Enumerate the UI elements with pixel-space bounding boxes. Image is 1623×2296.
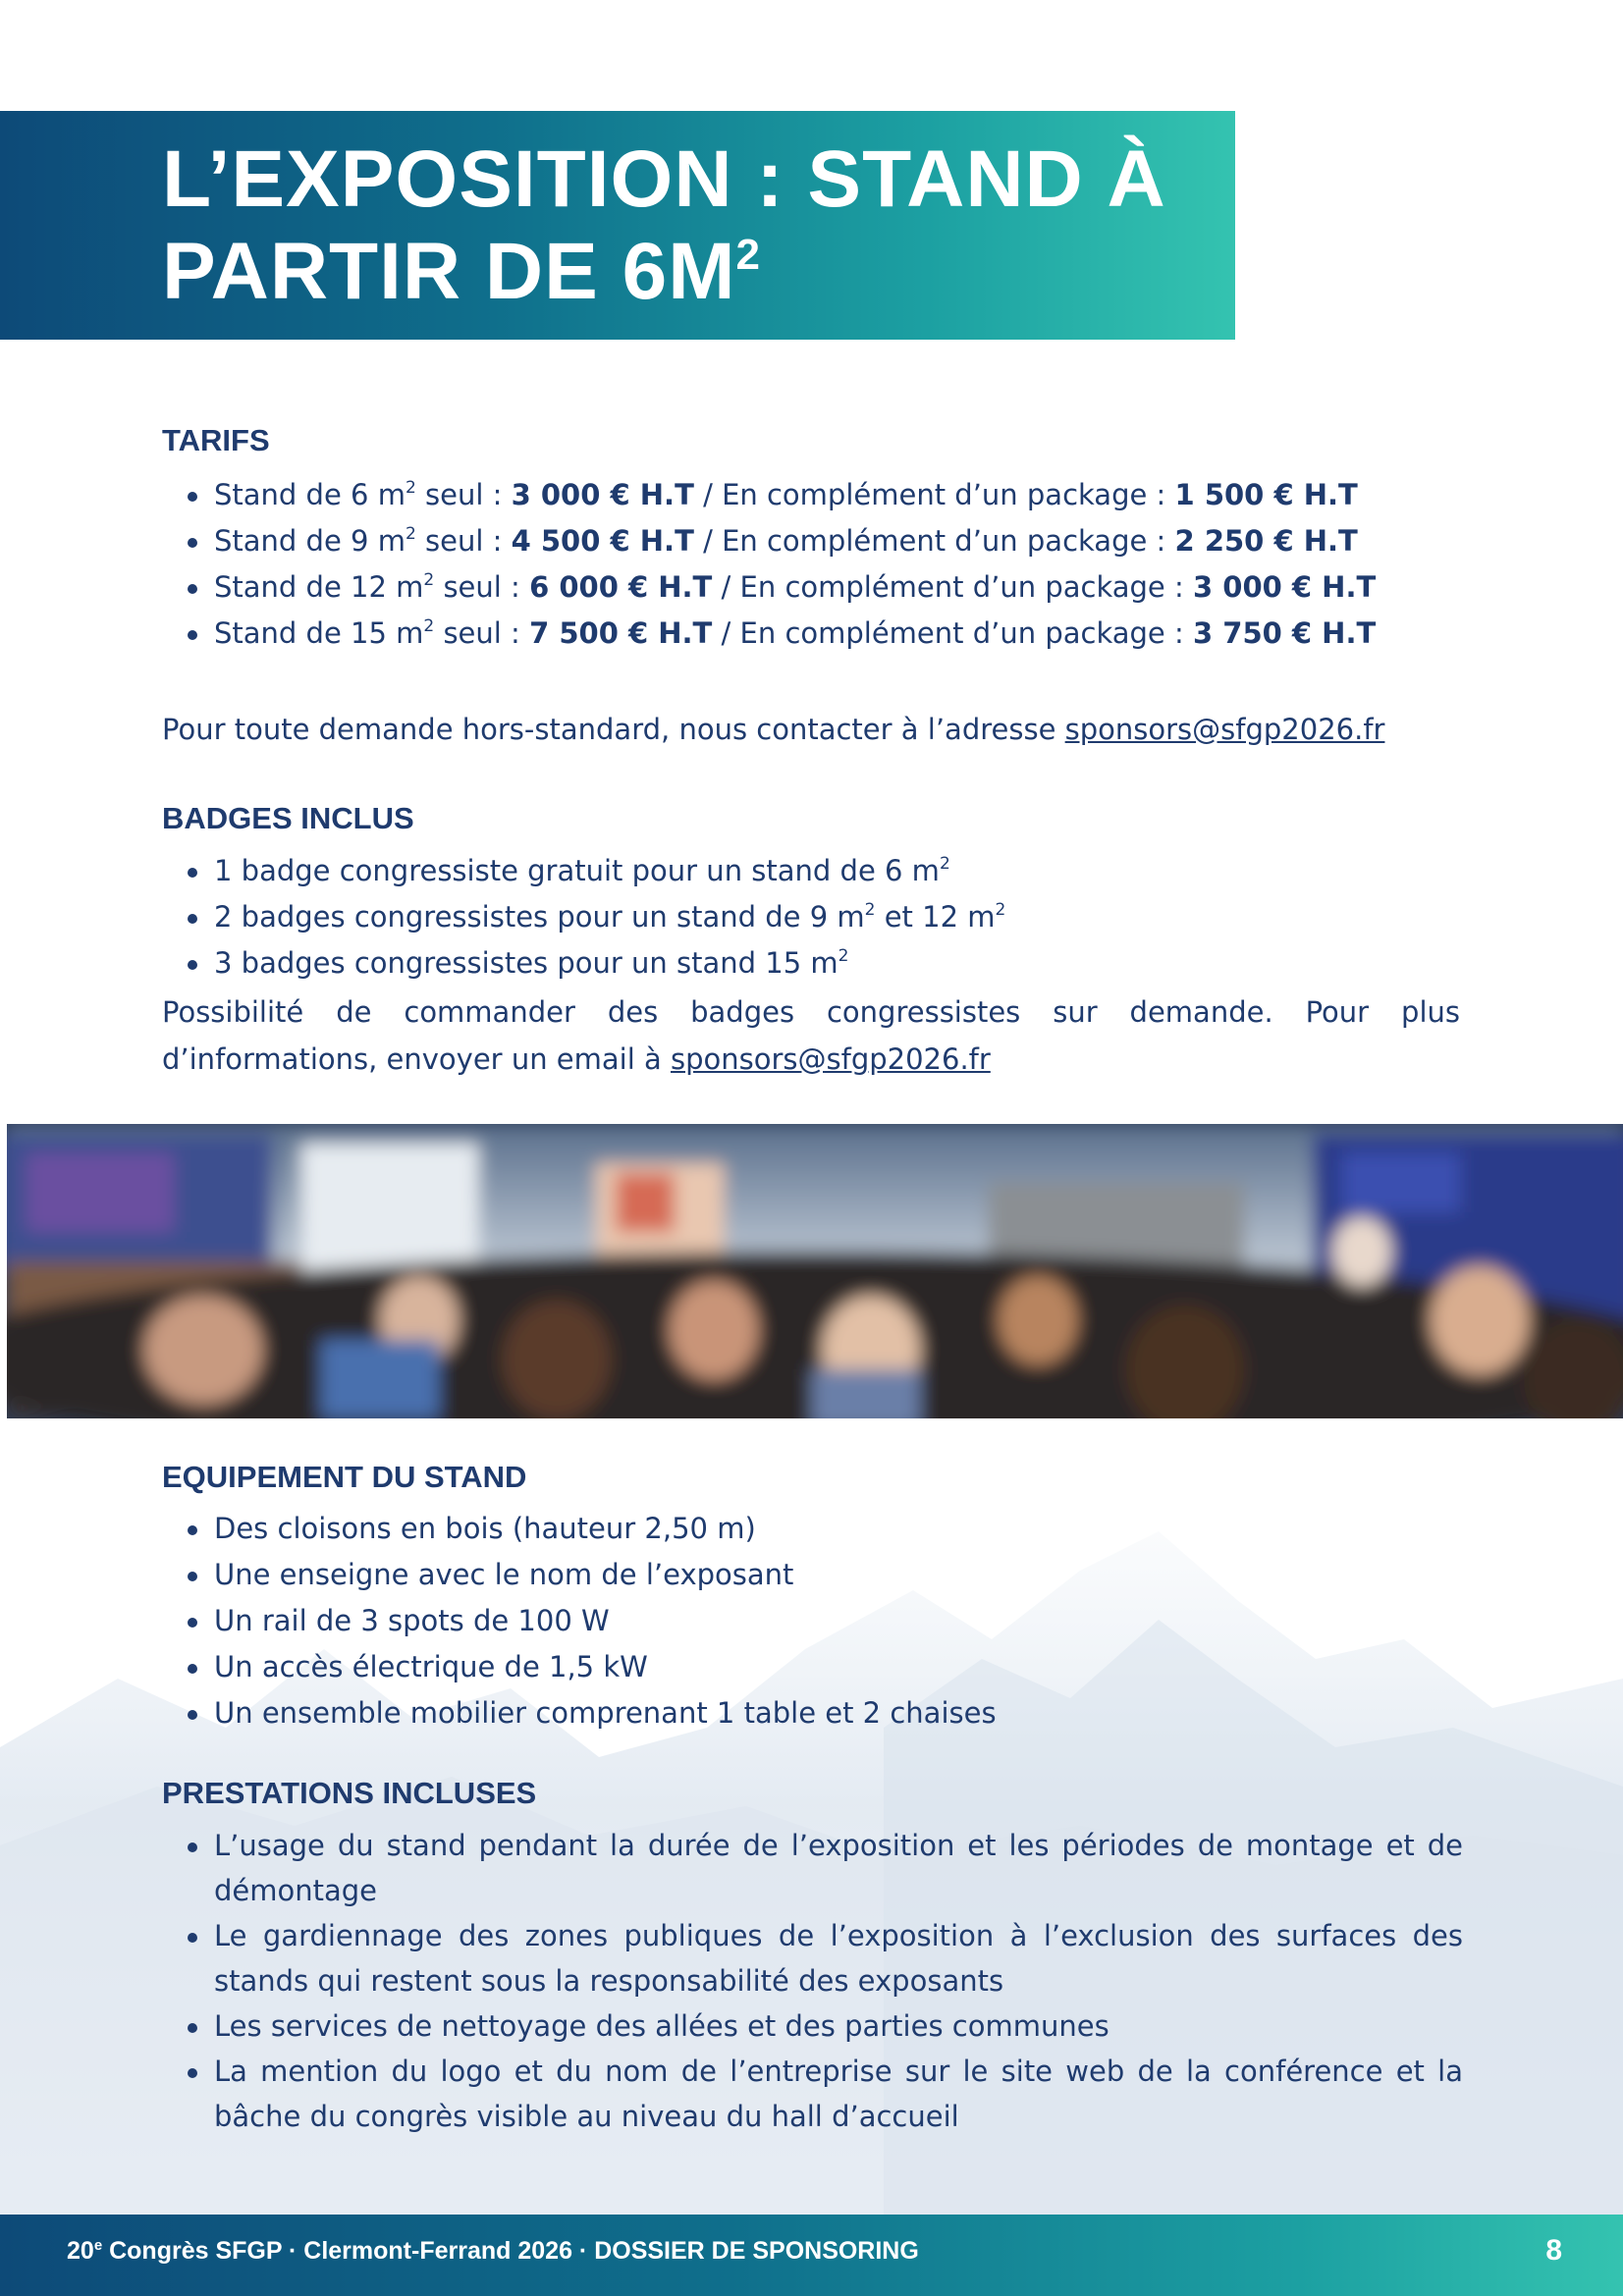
list-item: 3 badges congressistes pour un stand 15 $m^2$ [162,940,1463,987]
prestations-list [162,1823,1463,2139]
list-item: 1 badge congressiste gratuit pour un stand de 6 $m^2$ [162,848,1463,894]
list-item: 2 badges congressistes pour un stand de 9 $m^2$ et 12 $m^2$ [162,894,1463,940]
list-item: Un accès électrique de 1,5 kW [162,1644,1463,1690]
equipement-heading: EQUIPEMENT DU STAND [162,1460,527,1494]
list-item: Stand de 12 $m^2$ seul : 6 000 € H.T / En complément d’un package : 3 000 € H.T [162,564,1463,611]
tarifs-heading: TARIFS [162,423,270,457]
exhibition-crowd-photo [7,1124,1623,1418]
list-item: Des cloisons en bois (hauteur 2,50 m) [162,1506,1463,1552]
badges-email-link[interactable]: sponsors@sfgp2026.fr [670,1042,991,1076]
badges-list [162,848,1463,987]
contact-paragraph: Pour toute demande hors-standard, nous contacter à l’adresse sponsors@sfgp2026.fr [162,713,1385,746]
page-title: L’EXPOSITION : STAND À PARTIR DE $6M^2$ [162,134,1166,316]
list-item: Stand de 6 $m^2$ seul : 3 000 € H.T / En complément d’un package : 1 500 € H.T [162,472,1463,518]
list-item: Une enseigne avec le nom de l’exposant [162,1552,1463,1598]
tarifs-list [162,472,1463,657]
list-item: L’usage du stand pendant la durée de l’exposition et les périodes de montage et de démontage [162,1823,1463,1913]
page-number: 8 [1545,2234,1562,2267]
badges-note: Possibilité de commander des badges congressistes sur demande. Pour plus d’informations, envoyer un email à sponsors@sfgp2026.fr [162,995,1460,1076]
list-item: Stand de 15 $m^2$ seul : 7 500 € H.T / En complément d’un package : 3 750 € H.T [162,611,1463,657]
equipement-list [162,1506,1463,1736]
badges-heading: BADGES INCLUS [162,801,414,835]
footer-title: 20e Congrès SFGP · Clermont-Ferrand 2026 · DOSSIER DE SPONSORING [67,2237,919,2265]
list-item: Un ensemble mobilier comprenant 1 table et 2 chaises [162,1690,1463,1736]
prestations-heading: PRESTATIONS INCLUSES [162,1776,537,1810]
list-item: Les services de nettoyage des allées et des parties communes [162,2003,1463,2049]
list-item: Le gardiennage des zones publiques de l’exposition à l’exclusion des surfaces des stands qui restent sous la responsabilité des exposants [162,1913,1463,2003]
contact-email-link[interactable]: sponsors@sfgp2026.fr [1064,713,1385,746]
list-item: Un rail de 3 spots de 100 W [162,1598,1463,1644]
list-item: Stand de 9 $m^2$ seul : 4 500 € H.T / En complément d’un package : 2 250 € H.T [162,518,1463,564]
list-item: La mention du logo et du nom de l’entreprise sur le site web de la conférence et la bâche du congrès visible au niveau du hall d’accueil [162,2049,1463,2139]
